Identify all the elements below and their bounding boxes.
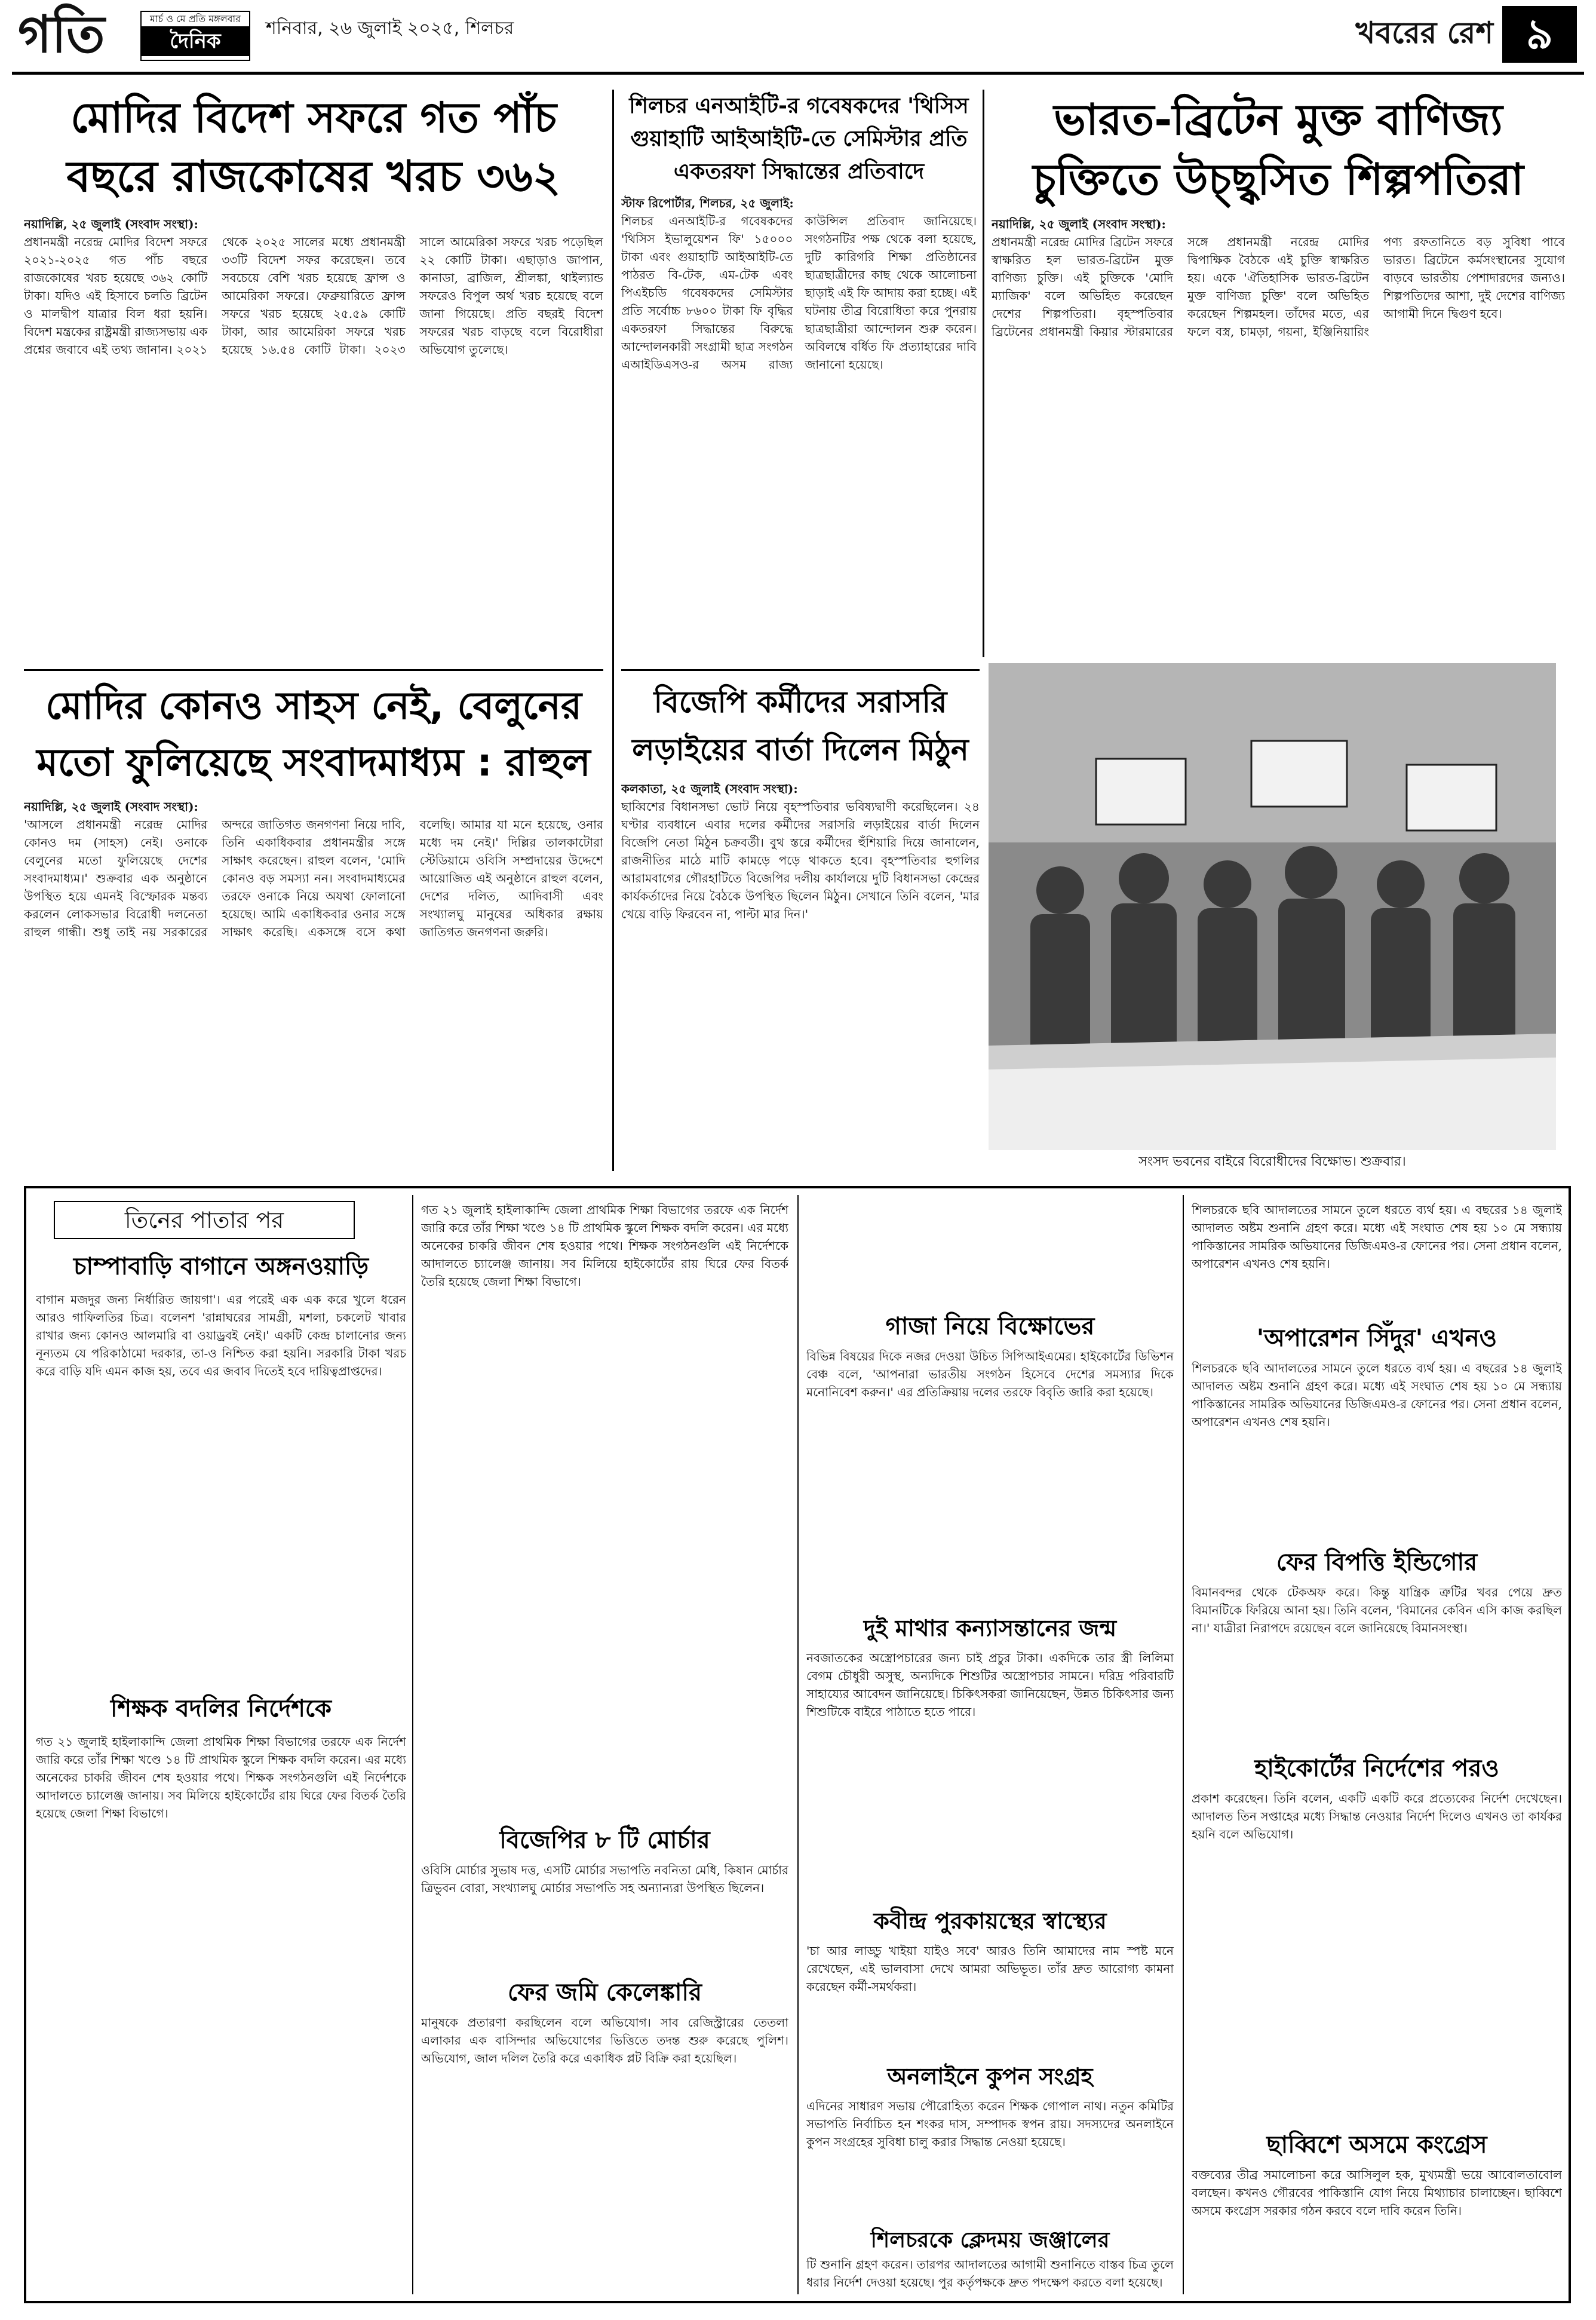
headline-modi-trips-1: মোদির বিদেশ সফরে গত পাঁচ xyxy=(70,93,557,142)
column-divider xyxy=(412,1195,413,2294)
edition-badge-top: মার্চ ও মে প্রতি মঙ্গলবার xyxy=(150,13,241,24)
box-bottom-rule xyxy=(24,2301,1571,2303)
article-dateline: স্টাফ রিপোর্টার, শিলচর, ২৫ জুলাই: xyxy=(621,196,794,210)
newspaper-logo: গতি xyxy=(18,5,105,65)
headline-bjp-morcha: বিজেপির ৮ টি মোর্চার xyxy=(499,1826,710,1854)
article-body-sindoor-lead: শিলচরকে ছবি আদালতের সামনে তুলে ধরতে ব্যর্থ হয়। এ বছরের ১৪ জুলাই আদালত অষ্টম শুনানি গ্রহণ করে। মধ্যে এই সংঘাত শেষ হয় ১০ মে সন্ধ্যায় পাকিস্তানের সামরিক অভিযানের ডিজিএমও-র ফোনের পর। সেনা প্রধান বলেন, অপারেশন এখনও শেষ হয়নি। xyxy=(1192,1203,1562,1271)
headline-congress: ছাব্বিশে অসমে কংগ্রেস xyxy=(1266,2131,1487,2159)
column-divider xyxy=(797,1195,799,2294)
headline-highcourt: হাইকোর্টের নির্দেশের পরও xyxy=(1254,1755,1499,1782)
article-body-kabindra: 'চা আর লাড্ডু খাইয়া যাইও সবে' আরও তিনি আমাদের নাম স্পষ্ট মনে রেখেছেন, এই ভালবাসা দেখে আমরা অভিভূত। তাঁর দ্রুত আরোগ্য কামনা করেছেন কর্মী-সমর্থকরা। xyxy=(806,1944,1174,1994)
column-divider xyxy=(1183,1195,1184,2294)
article-body-ganja: বিভিন্ন বিষয়ের দিকে নজর দেওয়া উচিত সিপিআইএমের। হাইকোর্টের ডিভিশন বেঞ্চ বলে, 'আপনারা ভারতীয় সংগঠন হিসেবে দেশের সমস্যার দিকে মনোনিবেশ করুন।' এর প্রতিক্রিয়ায় দলের তরফে বিবৃতি জারি করা হয়েছে। xyxy=(806,1349,1174,1399)
column-divider xyxy=(983,90,984,657)
article-body-land-scam: মানুষকে প্রতারণা করছিলেন বলে অভিযোগ। সাব রেজিস্ট্রারের তেতলা এলাকার এক বাসিন্দার অভিযোগের ভিত্তিতে তদন্ত শুরু করেছে পুলিশ। অভিযোগ, জাল দলিল তৈরি করে একাধিক প্লট বিক্রি করা হয়েছিল। xyxy=(421,2015,788,2065)
headline-silchar-garbage: শিলচরকে ক্লেদময় জঞ্জালের xyxy=(870,2228,1110,2252)
headline-sindoor: 'অপারেশন সিঁদুর' এখনও xyxy=(1256,1325,1497,1352)
article-body-bjp-morcha: ওবিসি মোর্চার সুভাষ দত্ত, এসটি মোর্চার সভাপতি নবনিতা মেধি, কিষান মোর্চার ত্রিভুবন বোরা, সংখ্যালঘু মোর্চার সভাপতি সহ অন্যান্যরা উপস্থিত ছিলেন। xyxy=(421,1863,788,1895)
headline-kabindra: কবীন্দ্র পুরকায়স্থের স্বাস্থ্যের xyxy=(873,1908,1107,1934)
headline-rahul-1: মোদির কোনও সাহস নেই, বেলুনের xyxy=(45,684,582,728)
issue-dateline: শনিবার, ২৬ জুলাই ২০২৫, শিলচর xyxy=(266,18,514,39)
headline-anganwadi: চাম্পাবাড়ি বাগানে অঙ্গনওয়াড়ি xyxy=(73,1253,369,1280)
protest-photo xyxy=(989,663,1556,1150)
headline-mithun-2: লড়াইয়ের বার্তা দিলেন মিঠুন xyxy=(632,733,969,767)
box-right-rule xyxy=(1569,1186,1571,2303)
article-body-uk-trade: প্রধানমন্ত্রী নরেন্দ্র মোদির ব্রিটেন সফরে স্বাক্ষরিত হল ভারত-ব্রিটেন মুক্ত বাণিজ্য চুক্তি। এই চুক্তিকে 'মোদি ম্যাজিক' বলে অভিহিত করেছেন দেশের শিল্পপতিরা। বৃহস্পতিবার ব্রিটেনের প্রধানমন্ত্রী কিয়ার স্টারমারের সঙ্গে প্রধানমন্ত্রী নরেন্দ্র মোদির দ্বিপাক্ষিক বৈঠকে এই চুক্তি স্বাক্ষরিত হয়। একে 'ঐতিহাসিক ভারত-ব্রিটেন মুক্ত বাণিজ্য চুক্তি' বলে অভিহিত করেছেন শিল্পমহল। তাঁদের মতে, এর ফলে বস্ত্র, চামড়া, গয়না, ইঞ্জিনিয়ারিং পণ্য রফতানিতে বড় সুবিধা পাবে ভারত। ব্রিটেনে কর্মসংস্থানের সুযোগ বাড়বে ভারতীয় পেশাদারদের জন্যও। শিল্পপতিদের আশা, দুই দেশের বাণিজ্য আগামী দিনে দ্বিগুণ হবে। xyxy=(992,235,1565,339)
article-body-teacher-transfer: গত ২১ জুলাই হাইলাকান্দি জেলা প্রাথমিক শিক্ষা বিভাগের তরফে এক নির্দেশ জারি করে তাঁর শিক্ষা খণ্ডে ১৪ টি প্রাথমিক স্কুলে শিক্ষক বদলি করেন। এর মধ্যে অনেকের চাকরি জীবন শেষ হওয়ার পথে। শিক্ষক সংগঠনগুলি এই নির্দেশকে আদালতে চ্যালেঞ্জ জানায়। সব মিলিয়ে হাইকোর্টের রায় ঘিরে ফের বিতর্ক তৈরি হয়েছে জেলা শিক্ষা বিভাগে। xyxy=(36,1734,406,1821)
article-body-rahul: 'আসলে প্রধানমন্ত্রী নরেন্দ্র মোদির কোনও দম (সাহস) নেই। ওনাকে বেলুনের মতো ফুলিয়েছে দেশের সংবাদমাধ্যম।' শুক্রবার এক অনুষ্ঠানে উপস্থিত হয়ে এমনই বিস্ফোরক মন্তব্য করলেন লোকসভার বিরোধী দলনেতা রাহুল গান্ধী। শুধু তাই নয় সরকারের অন্দরে জাতিগত জনগণনা নিয়ে দাবি, তিনি একাধিকবার প্রধানমন্ত্রীর সঙ্গে সাক্ষাৎ করেছেন। রাহুল বলেন, 'মোদি কোনও বড় সমস্যা নন। সংবাদমাধ্যমের তরফে ওনাকে নিয়ে অযথা ফোলানো হয়েছে। আমি একাধিকবার ওনার সঙ্গে সাক্ষাৎ করেছি। একসঙ্গে বসে কথা বলেছি। আমার যা মনে হয়েছে, ওনার মধ্যে দম নেই।' দিল্লির তালকাটোরা স্টেডিয়ামে ওবিসি সম্প্রদায়ের উদ্দেশে আয়োজিত এই অনুষ্ঠানে রাহুল বলেন, দেশের দলিত, আদিবাসী এবং সংখ্যালঘু মানুষের অধিকার রক্ষায় জাতিগত জনগণনা জরুরি। xyxy=(24,817,603,939)
article-body-congress: বক্তব্যের তীব্র সমালোচনা করে আসিলুল হক, মুখ্যমন্ত্রী ভয়ে আবোলতাবোল বলছেন। কখনও গৌরবের পাকিস্তানি যোগ নিয়ে মিথ্যাচার চালাচ্ছেন। ছাব্বিশে অসমে কংগ্রেস সরকার গঠন করবে বলে দাবি করেন তিনি। xyxy=(1192,2168,1562,2218)
masthead-rule xyxy=(12,72,1584,75)
headline-twin-daughter: দুই মাথার কন্যাসন্তানের জন্ম xyxy=(863,1615,1117,1641)
article-dateline: নয়াদিল্লি, ২৫ জুলাই (সংবাদ সংস্থা): xyxy=(24,217,198,231)
article-body-highcourt: প্রকাশ করেছেন। তিনি বলেন, একটি একটি করে প্রত্যেকের নির্দেশ দেখেছেন। আদালত তিন সপ্তাহের মধ্যে সিদ্ধান্ত নেওয়ার নির্দেশ দিলেও এখনও তা কার্যকর হয়নি বলে অভিযোগ। xyxy=(1192,1791,1562,1841)
headline-land-scam: ফের জমি কেলেঙ্কারি xyxy=(508,1979,702,2006)
headline-teacher-transfer: শিক্ষক বদলির নির্দেশকে xyxy=(110,1695,332,1723)
edition-badge-bottom: দৈনিক xyxy=(142,26,249,56)
headline-iit-fees-3: একতরফা সিদ্ধান্তের প্রতিবাদে xyxy=(673,160,925,184)
article-dateline: কলকাতা, ২৫ জুলাই (সংবাদ সংস্থা): xyxy=(621,781,798,796)
page-number: ৯ xyxy=(1502,6,1577,63)
column-divider xyxy=(612,90,614,1171)
edition-badge xyxy=(140,11,250,61)
photo-caption: সংসদ ভবনের বাইরে বিরোধীদের বিক্ষোভ। শুক্রবার। xyxy=(1138,1154,1406,1169)
headline-ganja: গাজা নিয়ে বিক্ষোভের xyxy=(885,1313,1095,1340)
section-rule xyxy=(621,669,980,671)
article-body-twin-daughter: নবজাতকের অস্ত্রোপচারের জন্য চাই প্রচুর টাকা। একদিকে তার স্ত্রী লিলিমা বেগম চৌধুরী অসুস্থ, অন্যদিকে শিশুটির অস্ত্রোপচার সামনে। দরিদ্র পরিবারটি সাহায্যের আবেদন জানিয়েছে। চিকিৎসকরা জানিয়েছেন, উন্নত চিকিৎসার জন্য শিশুটিকে বাইরে পাঠাতে হতে পারে। xyxy=(806,1651,1174,1719)
article-body-silchar-garbage: টি শুনানি গ্রহণ করেন। তারপর আদালতের আগামী শুনানিতে বাস্তব চিত্র তুলে ধরার নির্দেশ দেওয়া হয়েছে। পুর কর্তৃপক্ষকে দ্রুত পদক্ষেপ করতে বলা হয়েছে। xyxy=(806,2257,1174,2290)
continued-from-page-3: তিনের পাতার পর xyxy=(54,1201,355,1239)
headline-indigo: ফের বিপত্তি ইন্ডিগোর xyxy=(1276,1549,1478,1576)
section-rule xyxy=(24,669,603,671)
headline-rahul-2: মতো ফুলিয়েছে সংবাদমাধ্যম : রাহুল xyxy=(36,741,591,785)
headline-coupon: অনলাইনে কুপন সংগ্রহ xyxy=(887,2063,1093,2089)
headline-uk-trade-2: চুক্তিতে উচ্ছ্বসিত শিল্পপতিরা xyxy=(1033,154,1524,204)
headline-iit-fees-1: শিলচর এনআইটি-র গবেষকদের 'থিসিস xyxy=(629,94,969,118)
article-body-anganwadi: বাগান মজদুর জন্য নির্ধারিত জায়গা'। এর পরেই এক এক করে খুলে ধরেন আরও গাফিলতির চিত্র। বলেনশ 'রান্নাঘরের সামগ্রী, মশলা, চকলেট খাবার রাখার জন্য কোনও আলমারি বা ওয়াড্রবই নেই।' একটি কেন্দ্র চালানোর জন্য নূন্যতম যে পরিকাঠামো দরকার, তা-ও নিশ্চিত করা হয়নি। সরকারি টাকা খরচ করে বাড়ি যদি এমন কাজ হয়, তবে এর জবাব দিতেই হবে দায়িত্বপ্রাপ্তদের। xyxy=(36,1292,406,1378)
article-body-modi-trips: প্রধানমন্ত্রী নরেন্দ্র মোদির বিদেশ সফরে ২০২১-২০২৫ গত পাঁচ বছরে রাজকোষের খরচ হয়েছে ৩৬২ কোটি টাকা। যদিও এই হিসাবে চলতি ব্রিটেন ও মালদ্বীপ যাত্রার বিল ধরা হয়নি। বিদেশ মন্ত্রকের রাষ্ট্রমন্ত্রী রাজ্যসভায় এক প্রশ্নের জবাবে এই তথ্য জানান। ২০২১ থেকে ২০২৫ সালের মধ্যে প্রধানমন্ত্রী ৩৩টি বিদেশ সফর করেছেন। তবে সবচেয়ে বেশি খরচ হয়েছে ফ্রান্স ও আমেরিকা সফরে। ফেব্রুয়ারিতে ফ্রান্স সফরে খরচ হয়েছে ২৫.৫৯ কোটি টাকা, আর আমেরিকা সফরে খরচ হয়েছে ১৬.৫৪ কোটি টাকা। ২০২৩ সালে আমেরিকা সফরে খরচ পড়েছিল ২২ কোটি টাকা। এছাড়াও জাপান, কানাডা, ব্রাজিল, শ্রীলঙ্কা, থাইল্যান্ড সফরেও বিপুল অর্থ খরচ হয়েছে বলে জানা গিয়েছে। প্রতি বছরই বিদেশ সফরের খরচ বাড়ছে বলে বিরোধীরা অভিযোগ তুলেছে। xyxy=(24,235,603,357)
article-body-iit-fees: শিলচর এনআইটি-র গবেষকদের 'থিসিস ইভালুয়েশন ফি' ১৫০০০ টাকা এবং গুয়াহাটি আইআইটি-তে পাঠরত বি-টেক, এম-টেক এবং পিএইচডি গবেষকদের সেমিস্টার প্রতি সর্বোচ্চ ৮৬০০ টাকা ফি বৃদ্ধির একতরফা সিদ্ধান্তের বিরুদ্ধে আন্দোলনকারী সংগ্রামী ছাত্র সংগঠন এআইডিএসও-র অসম রাজ্য কাউন্সিল প্রতিবাদ জানিয়েছে। সংগঠনটির পক্ষ থেকে বলা হয়েছে, দুটি কারিগরি শিক্ষা প্রতিষ্ঠানের ছাত্রছাত্রীদের কাছ থেকে আলোচনা ছাড়াই এই ফি আদায় করা হচ্ছে। এই ঘটনায় তীব্র বিরোধিতা করে পুনরায় ছাত্রছাত্রীরা আন্দোলন শুরু করেন। অবিলম্বে বর্ধিত ফি প্রত্যাহারের দাবি জানানো হয়েছে। xyxy=(621,214,977,372)
headline-uk-trade-1: ভারত-ব্রিটেন মুক্ত বাণিজ্য xyxy=(1054,94,1503,145)
headline-mithun-1: বিজেপি কর্মীদের সরাসরি xyxy=(653,685,947,719)
box-top-rule xyxy=(24,1186,1571,1188)
masthead xyxy=(0,0,1596,71)
article-dateline: নয়াদিল্লি, ২৫ জুলাই (সংবাদ সংস্থা): xyxy=(24,799,198,814)
section-title: খবরের রেশ xyxy=(1355,16,1493,50)
article-body-coupon: এদিনের সাধারণ সভায় পৌরোহিত্য করেন শিক্ষক গোপাল নাথ। নতুন কমিটির সভাপতি নির্বাচিত হন শংকর দাস, সম্পাদক স্বপন রায়। সদস্যদের অনলাইনে কুপন সংগ্রহের সুবিধা চালু করার সিদ্ধান্ত নেওয়া হয়েছে। xyxy=(806,2099,1174,2149)
protest-photo-image xyxy=(989,663,1556,1150)
headline-iit-fees-2: গুয়াহাটি আইআইটি-তে সেমিস্টার প্রতি xyxy=(630,127,968,151)
article-body-mithun: ছাব্বিশের বিধানসভা ভোট নিয়ে বৃহস্পতিবার ভবিষ্যদ্বাণী করেছিলেন। ২৪ ঘণ্টার ব্যবধানে এবার দলের কর্মীদের সরাসরি লড়াইয়ের বার্তা দিলেন বিজেপি নেতা মিঠুন চক্রবর্তী। বুথ স্তরে কর্মীদের হুঁশিয়ারি দিয়ে জানালেন, রাজনীতির মাঠে মাটি কামড়ে পড়ে থাকতে হবে। বৃহস্পতিবার হুগলির আরামবাগের গৌরহাটিতে বিজেপির দলীয় কার্যালয়ে দুটি বিধানসভা কেন্দ্রের কার্যকর্তাদের নিয়ে বৈঠকে উপস্থিত ছিলেন মিঠুন। সেখানে তিনি বলেন, 'মার খেয়ে বাড়ি ফিরবেন না, পাল্টা মার দিন।' xyxy=(621,799,980,921)
article-dateline: নয়াদিল্লি, ২৫ জুলাই (সংবাদ সংস্থা): xyxy=(992,217,1166,231)
article-body-indigo: বিমানবন্দর থেকে টেকঅফ করে। কিন্তু যান্ত্রিক ত্রুটির খবর পেয়ে দ্রুত বিমানটিকে ফিরিয়ে আনা হয়। তিনি বলেন, 'বিমানের কেবিন এসি কাজ করছিল না।' যাত্রীরা নিরাপদে রয়েছেন বলে জানিয়েছে বিমানসংস্থা। xyxy=(1192,1585,1562,1635)
article-body-teacher-transfer-cont: গত ২১ জুলাই হাইলাকান্দি জেলা প্রাথমিক শিক্ষা বিভাগের তরফে এক নির্দেশ জারি করে তাঁর শিক্ষা খণ্ডে ১৪ টি প্রাথমিক স্কুলে শিক্ষক বদলি করেন। এর মধ্যে অনেকের চাকরি জীবন শেষ হওয়ার পথে। শিক্ষক সংগঠনগুলি এই নির্দেশকে আদালতে চ্যালেঞ্জ জানায়। সব মিলিয়ে হাইকোর্টের রায় ঘিরে ফের বিতর্ক তৈরি হয়েছে জেলা শিক্ষা বিভাগে। xyxy=(421,1203,788,1289)
headline-modi-trips-2: বছরে রাজকোষের খরচ ৩৬২ xyxy=(66,151,561,201)
box-left-rule xyxy=(24,1186,26,2303)
article-body-sindoor: শিলচরকে ছবি আদালতের সামনে তুলে ধরতে ব্যর্থ হয়। এ বছরের ১৪ জুলাই আদালত অষ্টম শুনানি গ্রহণ করে। মধ্যে এই সংঘাত শেষ হয় ১০ মে সন্ধ্যায় পাকিস্তানের সামরিক অভিযানের ডিজিএমও-র ফোনের পর। সেনা প্রধান বলেন, অপারেশন এখনও শেষ হয়নি। xyxy=(1192,1361,1562,1429)
